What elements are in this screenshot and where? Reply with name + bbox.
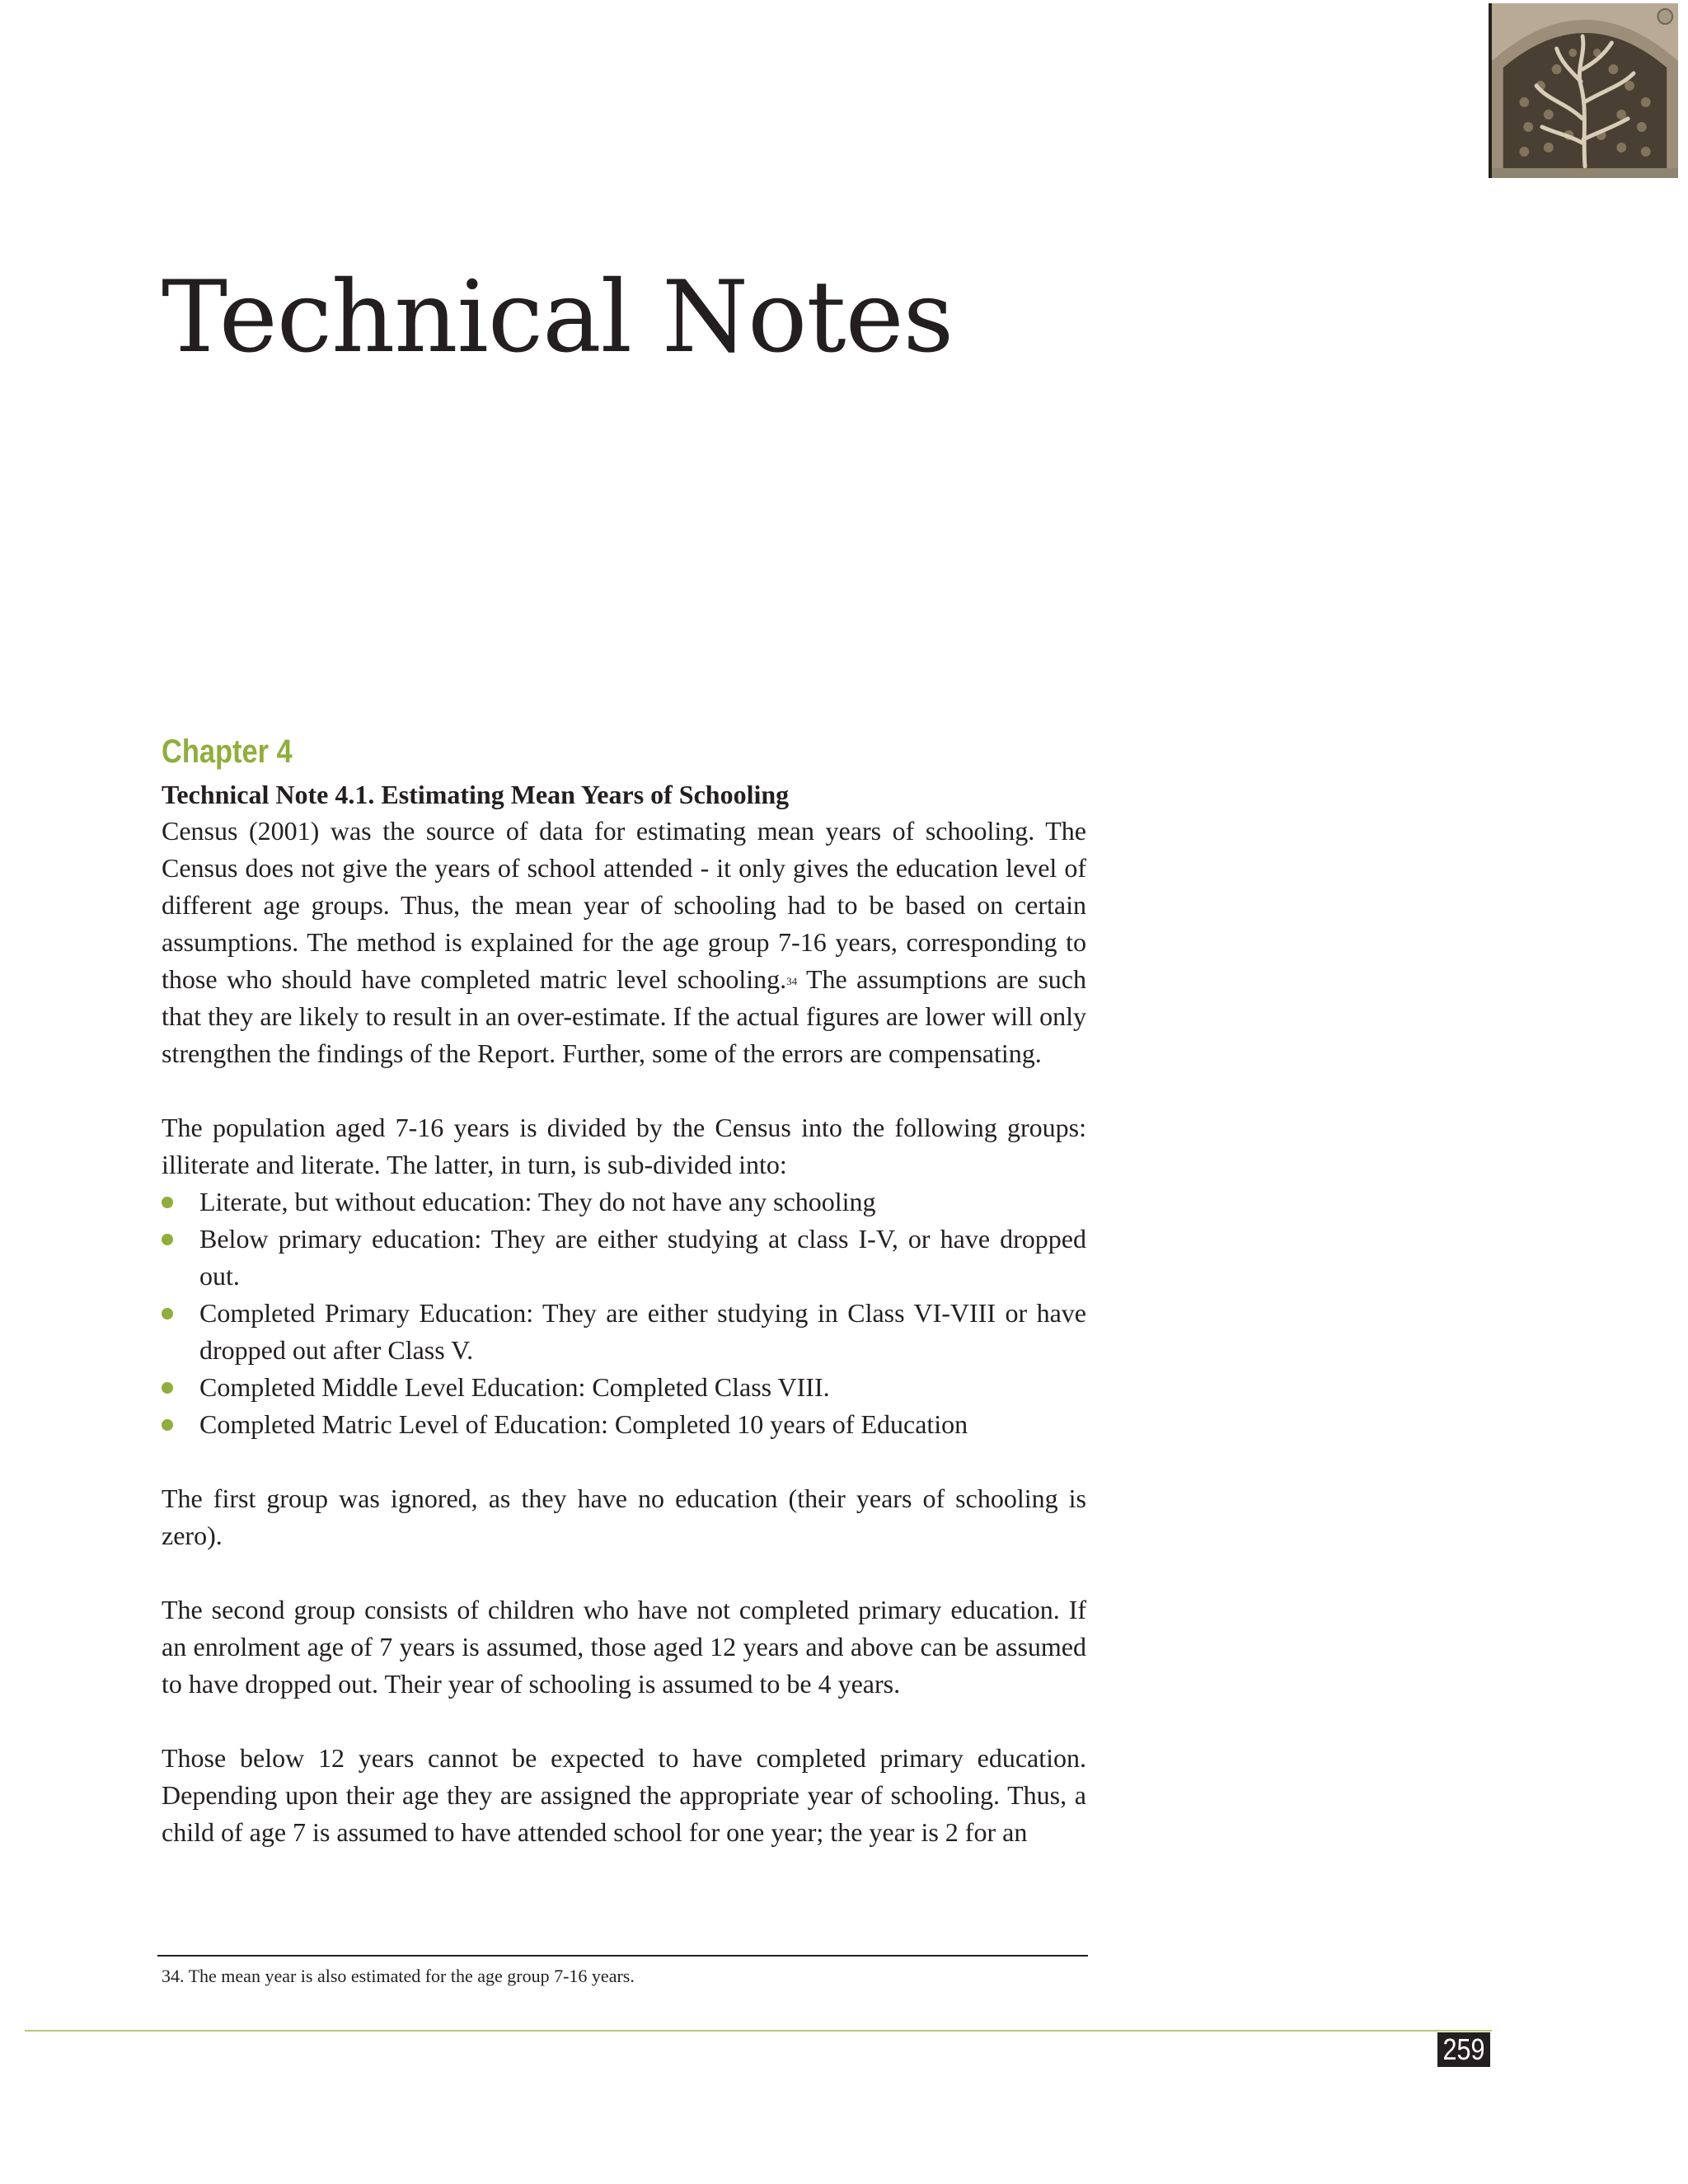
list-item-text: Below primary education: They are either studying at class I-V, or have dropped out. — [199, 1224, 1086, 1291]
list-item — [162, 1221, 1086, 1295]
page-number: 259 — [1442, 2032, 1485, 2066]
footnote-divider — [157, 1955, 1088, 1957]
list-item-text: Literate, but without education: They do not have any schooling — [199, 1187, 876, 1216]
paragraph-1 — [162, 813, 1086, 1072]
bullet-dot-icon — [162, 1234, 173, 1245]
corner-image — [1489, 3, 1678, 178]
list-item — [162, 1183, 1086, 1221]
bullet-dot-icon — [162, 1382, 173, 1394]
technical-note-heading: Technical Note 4.1. Estimating Mean Years of Schooling — [162, 780, 790, 809]
spacer — [162, 1443, 1086, 1480]
paragraph-1-text-continued: The assumptions are such that they are likely to result in an over-estimate. If the actual figures are lower will only strengthen the findings of the Report. Further, some of the errors are compensating. — [162, 964, 1087, 1068]
chapter-heading: Chapter 4 — [162, 733, 293, 770]
bullet-dot-icon — [162, 1419, 173, 1431]
list-item-text: Completed Matric Level of Education: Completed 10 years of Education — [199, 1409, 968, 1439]
paragraph-2: The population aged 7-16 years is divided by the Census into the following groups: illiterate and literate. The latter, in turn, is sub-divided into: — [162, 1113, 1086, 1179]
paragraph-4: The second group consists of children who have not completed primary education. If an enrolment age of 7 years is assumed, those aged 12 years and above can be assumed to have dropped out. Their year of schooling is assumed to be 4 years. — [162, 1595, 1086, 1699]
list-item — [162, 1295, 1086, 1369]
main-content — [162, 727, 1086, 1851]
paragraph-5: Those below 12 years cannot be expected to have completed primary education. Depending upon their age they are assigned the appropriate year of schooling. Thus, a child of age 7 is assumed to have attended school for one year; the year is 2 for an — [162, 1743, 1086, 1847]
carved-stone-lattice-window-icon — [1492, 3, 1678, 178]
education-levels-list — [162, 1183, 1086, 1443]
spacer — [162, 1554, 1086, 1591]
list-item-text: Completed Middle Level Education: Completed Class VIII. — [199, 1372, 830, 1402]
list-item — [162, 1369, 1086, 1406]
list-item-text: Completed Primary Education: They are either studying in Class VI-VIII or have dropped out after Class V. — [199, 1298, 1086, 1365]
spacer — [162, 1703, 1086, 1740]
bullet-dot-icon — [162, 1308, 173, 1319]
spacer — [162, 1072, 1086, 1109]
page-title: Technical Notes — [162, 260, 954, 375]
page-number-badge — [1437, 2032, 1490, 2067]
paragraph-1-text: Census (2001) was the source of data for estimating mean years of schooling. The Census does not give the years of school attended - it only gives the education level of different age groups. Thus, the mean year of schooling had to be based on certain assumptions. The method is explained for the age group 7-16 years, corresponding to those who should have completed matric level schooling. — [162, 816, 1086, 994]
bottom-divider — [25, 2030, 1492, 2032]
footnote-reference[interactable]: 34 — [786, 975, 798, 987]
paragraph-3: The first group was ignored, as they have no education (their years of schooling is zero). — [162, 1483, 1086, 1550]
footnote: 34. The mean year is also estimated for the age group 7-16 years. — [162, 1966, 635, 1986]
list-item — [162, 1406, 1086, 1443]
bullet-dot-icon — [162, 1197, 173, 1208]
